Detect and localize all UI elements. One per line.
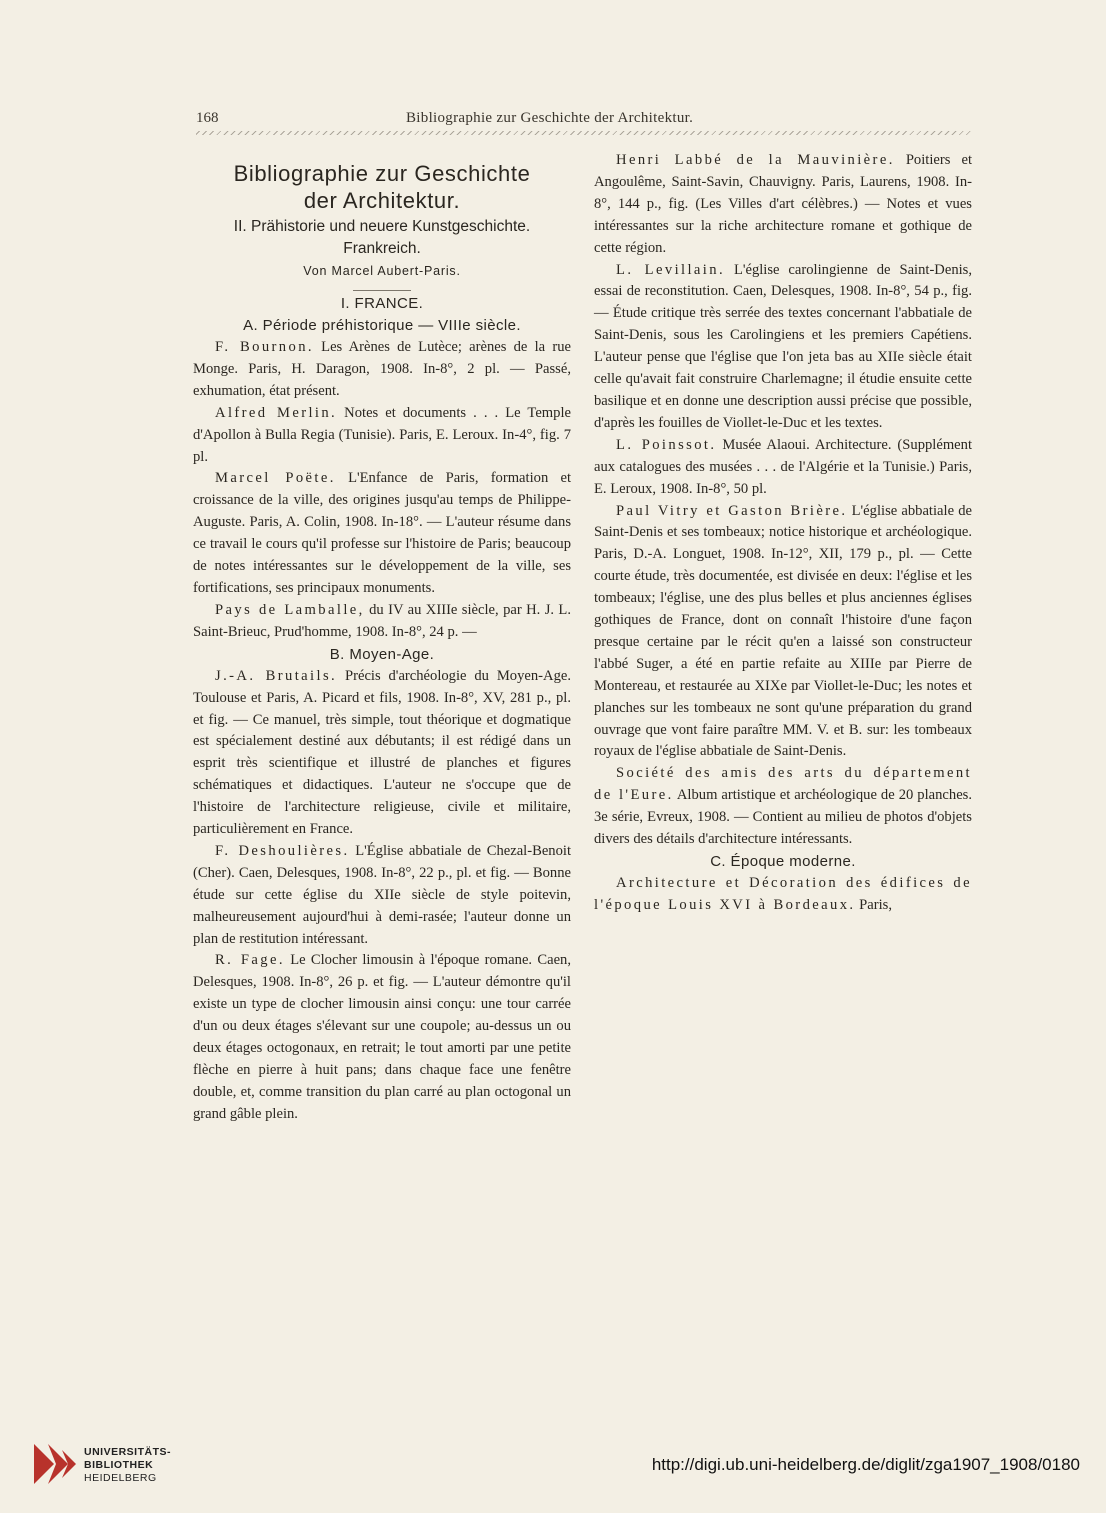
entry-author: Société des amis des arts du département de l'Eure. [594, 765, 972, 804]
entry-author: F. Bournon. [215, 339, 314, 355]
entry-text: Le Clocher limousin à l'époque romane. Caen, Delesques, 1908. In-8°, 26 p. et fig. — L'auteur démontre qu'il existe un type de clocher limousin ainsi conçu: une tour carrée d'un ou deux étages s'élevant sur une coupole; au-dessus un ou deux étages octogonaux, en retrait; le tout amorti par une petite flèche en pierre à huit pans; dans chaque face une fenêtre double, et, comme transition du plan carré au plan octogonal un grand gâble plein. [193, 952, 571, 1122]
left-column [193, 150, 571, 1126]
entry-author: Alfred Merlin. [215, 404, 338, 421]
entry-deshoulieres [193, 841, 571, 951]
entry-text: L'Enfance de Paris, formation et croissance de la ville, des origines jusqu'au temps de Philippe-Auguste. Paris, A. Colin, 1908. In-18°. — L'auteur résume dans ce travail le cours qu'il professe sur l'histoire de Paris; beaucoup de notes intéressantes sur le développement de la ville, ses fortifications, ses principaux monuments. [193, 470, 571, 596]
title-line-1: Bibliographie zur Geschichte [233, 161, 531, 186]
entry-author: L. Levillain. [616, 261, 726, 278]
entry-text: L'église abbatiale de Saint-Denis et ses tombeaux; notice historique et archéologique. Paris, D.-A. Longuet, 1908. In-12°, XII, 179 p., pl. — Cette courte étude, très documentée, est divisée en deux: l'église et les tombeaux; l'église, une des plus belles et plus anciennes églises gothiques de France, dont on connaît l'histoire d'une façon presque certaine par le récit qu'en a laissé son constructeur l'abbé Suger, a été en partie refaite au XIIIe par Pierre de Montereau, et restaurée au XIXe par Viollet-le-Duc; les notes et planches sur les tombeaux ne sont qu'une préparation du grand ouvrage que vont faire paraître MM. V. et B. sur: les tombeaux royaux de l'église abbatiale de Saint-Denis. [594, 502, 972, 760]
title-line-2: der Architektur. [303, 188, 461, 213]
page-number: 168 [196, 110, 219, 126]
entry-author: L. Poinssot. [616, 436, 717, 453]
entry-poete [193, 468, 571, 599]
source-url[interactable]: http://digi.ub.uni-heidelberg.de/diglit/zga1907_1908/0180 [651, 1455, 1080, 1474]
section-france: I. FRANCE. [340, 295, 424, 312]
entry-author: J.-A. Brutails. [215, 667, 338, 684]
library-logo [30, 1440, 230, 1490]
title-divider [353, 290, 411, 291]
subtitle-line-1: II. Prähistorie und neuere Kunstgeschichte. [233, 218, 531, 235]
header-wavy-rule [196, 131, 972, 135]
entry-societe [594, 763, 972, 851]
entry-author: Pays de Lamballe, [215, 601, 365, 618]
library-name-line-2: BIBLIOTHEK [84, 1459, 154, 1471]
entry-brutails [193, 666, 571, 841]
library-name-line-1: UNIVERSITÄTS- [84, 1446, 172, 1458]
entry-poinssot [594, 435, 972, 501]
entry-bournon [193, 337, 571, 403]
entry-vitry [594, 501, 972, 764]
entry-author: Marcel Poëte. [215, 470, 336, 487]
entry-text: L'église carolingienne de Saint-Denis, essai de reconstitution. Caen, Delesques, 1908. In-8°, 54 p., fig. — Étude critique très serrée des textes concernant l'abbatiale de Saint-Denis, sous les Carolingiens et les premiers Capétiens. L'auteur pense que l'église que l'on jeta bas au XIIe siècle était celle qu'avait fait construire Charlemagne; il étudie ensuite cette basilique et en donne une description aussi précise que possible, d'après les fouilles de Viollet-le-Duc et les textes. [594, 261, 973, 431]
section-a-heading: A. Période préhistorique — VIIIe siècle. [243, 317, 521, 334]
entry-labbe [594, 150, 972, 260]
entry-lamballe [193, 600, 571, 644]
article-author: Von Marcel Aubert-Paris. [303, 264, 461, 278]
right-column [594, 150, 972, 917]
entry-author: Henri Labbé de la Mauvinière. [616, 152, 895, 168]
entry-architecture-bordeaux [594, 873, 972, 917]
entry-text: Les Arènes de Lutèce; arènes de la rue Monge. Paris, H. Daragon, 1908. In-8°, 2 pl. — Passé, exhumation, état présent. [193, 339, 571, 399]
library-emblem-icon [30, 1440, 78, 1488]
entry-merlin [193, 403, 571, 469]
entry-text: Poitiers et Angoulême, Saint-Savin, Chauvigny. Paris, Laurens, 1908. In-8°, 144 p., fig. (Les Villes d'art célèbres.) — Notes et vues intéressantes sur la riche architecture romane et gothique de cette région. [594, 152, 972, 256]
entry-text: Musée Alaoui. Architecture. (Supplément aux catalogues des musées . . . de l'Algérie et la Tunisie.) Paris, E. Leroux, 1908. In-8°, 50 pl. [594, 436, 973, 497]
entry-author: F. Deshoulières. [215, 842, 350, 859]
running-header [196, 108, 972, 132]
running-title: Bibliographie zur Geschichte der Architektur. [406, 110, 694, 126]
article-title [193, 160, 571, 214]
entry-text: L'Église abbatiale de Chezal-Benoit (Cher). Caen, Delesques, 1908. In-8°, 22 p., pl. et fig. — Bonne étude sur cette église du XIIe siècle de style poitevin, malheureusement aujourd'hui à demi-rasée; l'auteur donne un plan de restitution intéressant. [193, 842, 571, 947]
entry-levillain [594, 260, 972, 435]
article-subtitle [193, 216, 571, 260]
library-name-line-3: HEIDELBERG [84, 1472, 157, 1484]
entry-fage [193, 950, 571, 1125]
entry-author: Architecture et Décoration des édifices de l'époque Louis XVI à Bordeaux. [594, 875, 972, 913]
entry-text: Paris, [859, 896, 892, 913]
entry-text: Notes et documents . . . Le Temple d'Apollon à Bulla Regia (Tunisie). Paris, E. Leroux. In-4°, fig. 7 pl. [193, 404, 571, 465]
subtitle-line-2: Frankreich. [343, 240, 421, 257]
section-b-heading: B. Moyen-Age. [329, 645, 435, 663]
entry-text: Album artistique et archéologique de 20 planches. 3e série, Evreux, 1908. — Contient au milieu de photos d'objets divers des détails d'architecture intéressants. [594, 787, 972, 848]
entry-author: Paul Vitry et Gaston Brière. [616, 502, 848, 519]
entry-text: Précis d'archéologie du Moyen-Age. Toulouse et Paris, A. Picard et fils, 1908. In-8°, XV, 281 p., pl. et fig. — Ce manuel, très simple, tout théorique et dogmatique est spécialement destiné aux débutants; il est rédigé dans un esprit très scientifique et illustré de planches et figures schématiques et didactiques. L'auteur ne s'occupe que de l'histoire de l'architecture religieuse, civile et militaire, particulièrement en France. [193, 667, 571, 838]
entry-author: R. Fage. [215, 952, 285, 969]
section-c-heading: C. Époque moderne. [710, 853, 856, 870]
entry-text: du IV au XIIIe siècle, par H. J. L. Saint-Brieuc, Prud'homme, 1908. In-8°, 24 p. — [193, 601, 571, 640]
